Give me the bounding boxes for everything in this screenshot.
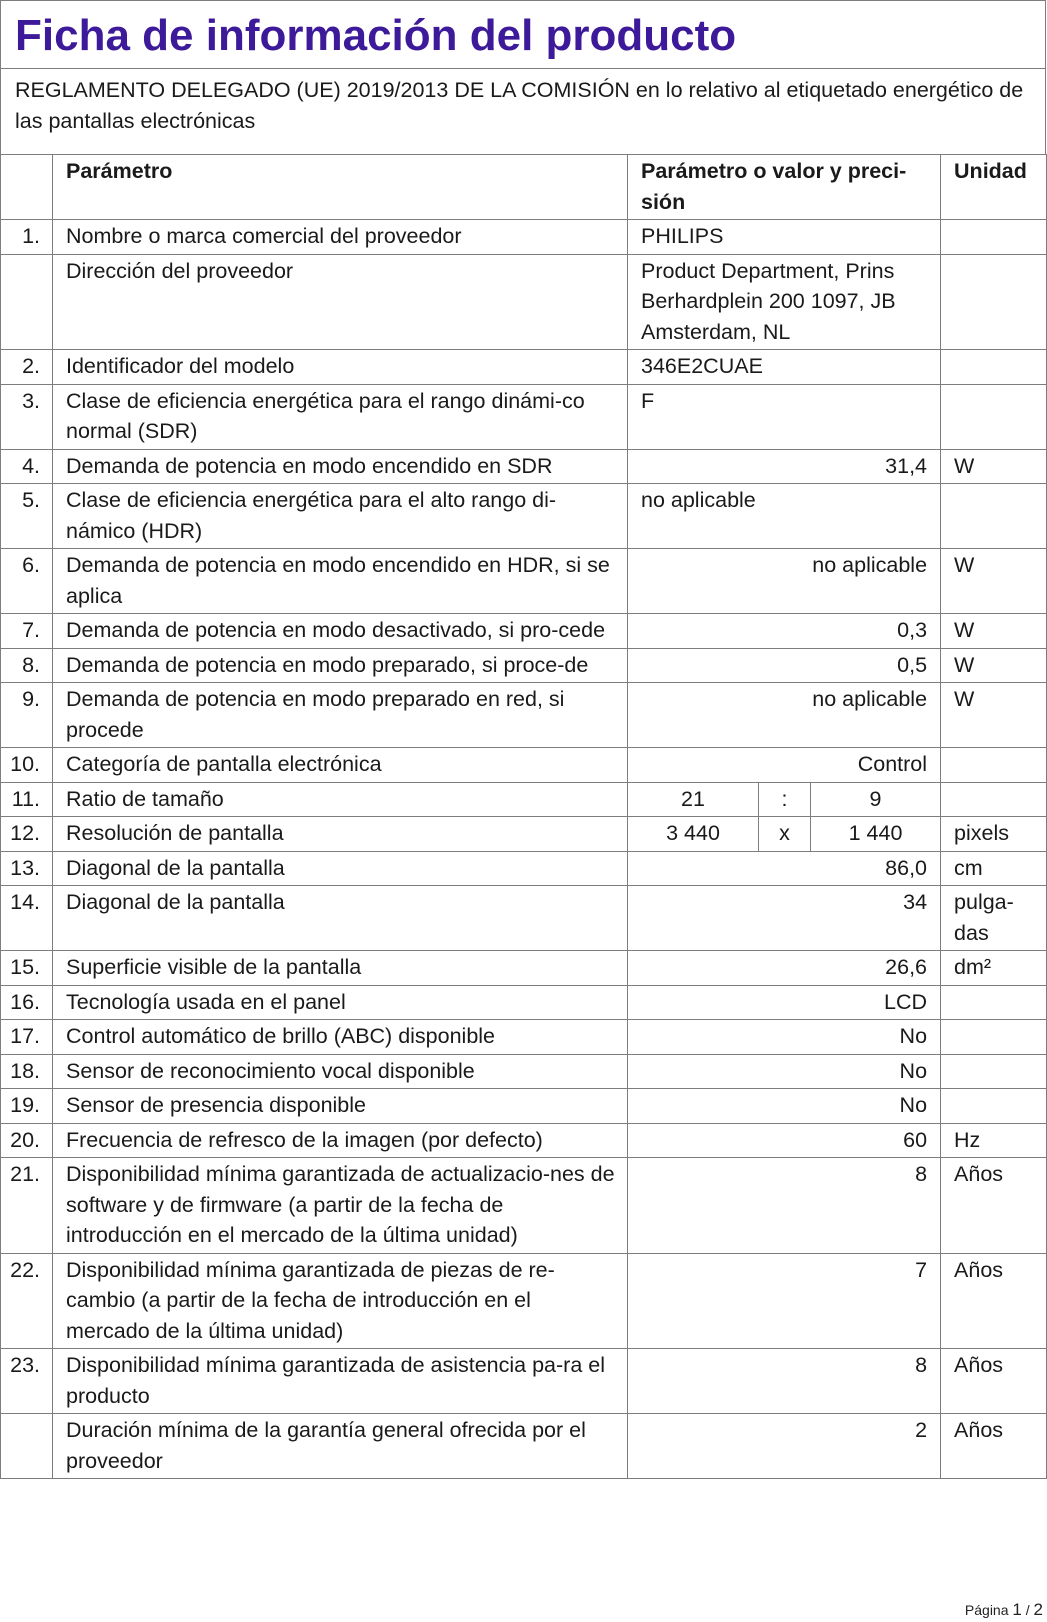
row-number: 13. <box>1 851 53 886</box>
row-value: F <box>628 384 941 449</box>
row-unit <box>941 254 1047 350</box>
row-parameter: Demanda de potencia en modo preparado en red, si procede <box>53 683 628 748</box>
row-value-b: 1 440 <box>811 817 941 852</box>
row-parameter: Clase de eficiencia energética para el alto rango di-námico (HDR) <box>53 484 628 549</box>
row-value: 0,5 <box>628 648 941 683</box>
table-row <box>1 549 1047 614</box>
table-row <box>1 648 1047 683</box>
row-value: 86,0 <box>628 851 941 886</box>
table-header-row <box>1 155 1047 220</box>
row-unit: Años <box>941 1158 1047 1254</box>
row-value: 0,3 <box>628 614 941 649</box>
table-row <box>1 614 1047 649</box>
row-parameter: Disponibilidad mínima garantizada de piezas de re-cambio (a partir de la fecha de introducción en el mercado de la última unidad) <box>53 1253 628 1349</box>
row-unit: W <box>941 549 1047 614</box>
row-parameter: Frecuencia de refresco de la imagen (por defecto) <box>53 1123 628 1158</box>
row-value: no aplicable <box>628 484 941 549</box>
row-unit: pixels <box>941 817 1047 852</box>
row-unit: W <box>941 614 1047 649</box>
row-value: 31,4 <box>628 449 941 484</box>
row-unit: pulga-das <box>941 886 1047 951</box>
header-unit: Unidad <box>941 155 1047 220</box>
row-unit: Años <box>941 1349 1047 1414</box>
row-parameter: Clase de eficiencia energética para el rango dinámi-co normal (SDR) <box>53 384 628 449</box>
row-number: 18. <box>1 1054 53 1089</box>
row-value-a: 3 440 <box>628 817 759 852</box>
row-number <box>1 1414 53 1479</box>
row-parameter: Disponibilidad mínima garantizada de actualizacio-nes de software y de firmware (a partir de la fecha de introducción en el mercado de la última unidad) <box>53 1158 628 1254</box>
row-parameter: Duración mínima de la garantía general ofrecida por el proveedor <box>53 1414 628 1479</box>
row-value-a: 21 <box>628 782 759 817</box>
row-parameter: Nombre o marca comercial del proveedor <box>53 220 628 255</box>
table-row <box>1 1089 1047 1124</box>
row-value-separator: x <box>759 817 811 852</box>
row-value: No <box>628 1020 941 1055</box>
row-value: 8 <box>628 1158 941 1254</box>
table-row <box>1 851 1047 886</box>
row-number: 11. <box>1 782 53 817</box>
row-number: 23. <box>1 1349 53 1414</box>
table-row <box>1 886 1047 951</box>
row-number: 17. <box>1 1020 53 1055</box>
regulation-box <box>0 68 1046 154</box>
row-value: 7 <box>628 1253 941 1349</box>
row-number: 16. <box>1 985 53 1020</box>
row-value: LCD <box>628 985 941 1020</box>
row-parameter: Identificador del modelo <box>53 350 628 385</box>
row-unit <box>941 484 1047 549</box>
page-footer <box>965 1600 1043 1620</box>
table-row <box>1 449 1047 484</box>
table-row <box>1 1349 1047 1414</box>
header-number <box>1 155 53 220</box>
page-label: Página <box>964 1602 1009 1618</box>
row-number: 7. <box>1 614 53 649</box>
row-value: 34 <box>628 886 941 951</box>
row-number: 2. <box>1 350 53 385</box>
table-row <box>1 817 1047 852</box>
row-number: 10. <box>1 748 53 783</box>
row-value-b: 9 <box>811 782 941 817</box>
row-value: 2 <box>628 1414 941 1479</box>
row-parameter: Sensor de presencia disponible <box>53 1089 628 1124</box>
table-row <box>1 220 1047 255</box>
row-parameter: Demanda de potencia en modo encendido en SDR <box>53 449 628 484</box>
row-value: Control <box>628 748 941 783</box>
page-current: 1 <box>1012 1600 1022 1619</box>
header-parameter: Parámetro <box>53 155 628 220</box>
row-number: 19. <box>1 1089 53 1124</box>
row-unit <box>941 782 1047 817</box>
row-value: 346E2CUAE <box>628 350 941 385</box>
row-number: 15. <box>1 951 53 986</box>
row-number: 21. <box>1 1158 53 1254</box>
row-unit: W <box>941 449 1047 484</box>
table-row <box>1 1158 1047 1254</box>
row-number: 14. <box>1 886 53 951</box>
row-number: 1. <box>1 220 53 255</box>
row-unit: Hz <box>941 1123 1047 1158</box>
row-number: 20. <box>1 1123 53 1158</box>
table-row <box>1 782 1047 817</box>
row-number: 12. <box>1 817 53 852</box>
page-separator: / <box>1025 1602 1030 1618</box>
page-title: Ficha de información del producto <box>15 11 737 60</box>
product-table <box>0 154 1047 1479</box>
row-number: 9. <box>1 683 53 748</box>
row-parameter: Ratio de tamaño <box>53 782 628 817</box>
row-unit <box>941 748 1047 783</box>
table-row <box>1 985 1047 1020</box>
table-row <box>1 350 1047 385</box>
row-number: 6. <box>1 549 53 614</box>
row-value: No <box>628 1054 941 1089</box>
row-number: 4. <box>1 449 53 484</box>
row-parameter: Demanda de potencia en modo desactivado, si pro-cede <box>53 614 628 649</box>
row-parameter: Sensor de reconocimiento vocal disponible <box>53 1054 628 1089</box>
row-number: 3. <box>1 384 53 449</box>
page-total: 2 <box>1033 1600 1043 1619</box>
row-parameter: Diagonal de la pantalla <box>53 851 628 886</box>
table-row <box>1 683 1047 748</box>
row-value-separator: : <box>759 782 811 817</box>
row-unit <box>941 1020 1047 1055</box>
row-parameter: Control automático de brillo (ABC) disponible <box>53 1020 628 1055</box>
table-row <box>1 1020 1047 1055</box>
table-row <box>1 951 1047 986</box>
table-row <box>1 1253 1047 1349</box>
row-parameter: Superficie visible de la pantalla <box>53 951 628 986</box>
row-unit: cm <box>941 851 1047 886</box>
row-unit <box>941 220 1047 255</box>
table-row <box>1 254 1047 350</box>
row-number: 22. <box>1 1253 53 1349</box>
table-row <box>1 748 1047 783</box>
row-parameter: Disponibilidad mínima garantizada de asistencia pa-ra el producto <box>53 1349 628 1414</box>
row-parameter: Tecnología usada en el panel <box>53 985 628 1020</box>
row-value: no aplicable <box>628 549 941 614</box>
title-box <box>0 0 1046 68</box>
row-unit: W <box>941 648 1047 683</box>
row-unit <box>941 384 1047 449</box>
row-unit <box>941 350 1047 385</box>
row-value: 26,6 <box>628 951 941 986</box>
row-parameter: Diagonal de la pantalla <box>53 886 628 951</box>
row-unit: dm² <box>941 951 1047 986</box>
row-value: no aplicable <box>628 683 941 748</box>
row-number <box>1 254 53 350</box>
row-unit <box>941 985 1047 1020</box>
table-row <box>1 384 1047 449</box>
row-unit <box>941 1054 1047 1089</box>
table-row <box>1 1054 1047 1089</box>
row-parameter: Dirección del proveedor <box>53 254 628 350</box>
row-unit: Años <box>941 1414 1047 1479</box>
row-unit: Años <box>941 1253 1047 1349</box>
row-number: 5. <box>1 484 53 549</box>
row-value: Product Department, Prins Berhardplein 200 1097, JB Amsterdam, NL <box>628 254 941 350</box>
table-row <box>1 1414 1047 1479</box>
row-unit: W <box>941 683 1047 748</box>
row-parameter: Demanda de potencia en modo encendido en HDR, si se aplica <box>53 549 628 614</box>
row-parameter: Categoría de pantalla electrónica <box>53 748 628 783</box>
row-number: 8. <box>1 648 53 683</box>
table-row <box>1 484 1047 549</box>
table-row <box>1 1123 1047 1158</box>
row-value: PHILIPS <box>628 220 941 255</box>
row-value: No <box>628 1089 941 1124</box>
row-value: 60 <box>628 1123 941 1158</box>
row-parameter: Demanda de potencia en modo preparado, si proce-de <box>53 648 628 683</box>
row-value: 8 <box>628 1349 941 1414</box>
row-parameter: Resolución de pantalla <box>53 817 628 852</box>
regulation-text: REGLAMENTO DELEGADO (UE) 2019/2013 DE LA COMISIÓN en lo relativo al etiquetado energético de las pantallas electrónicas <box>15 78 1024 133</box>
header-value: Parámetro o valor y preci-sión <box>628 155 941 220</box>
row-unit <box>941 1089 1047 1124</box>
